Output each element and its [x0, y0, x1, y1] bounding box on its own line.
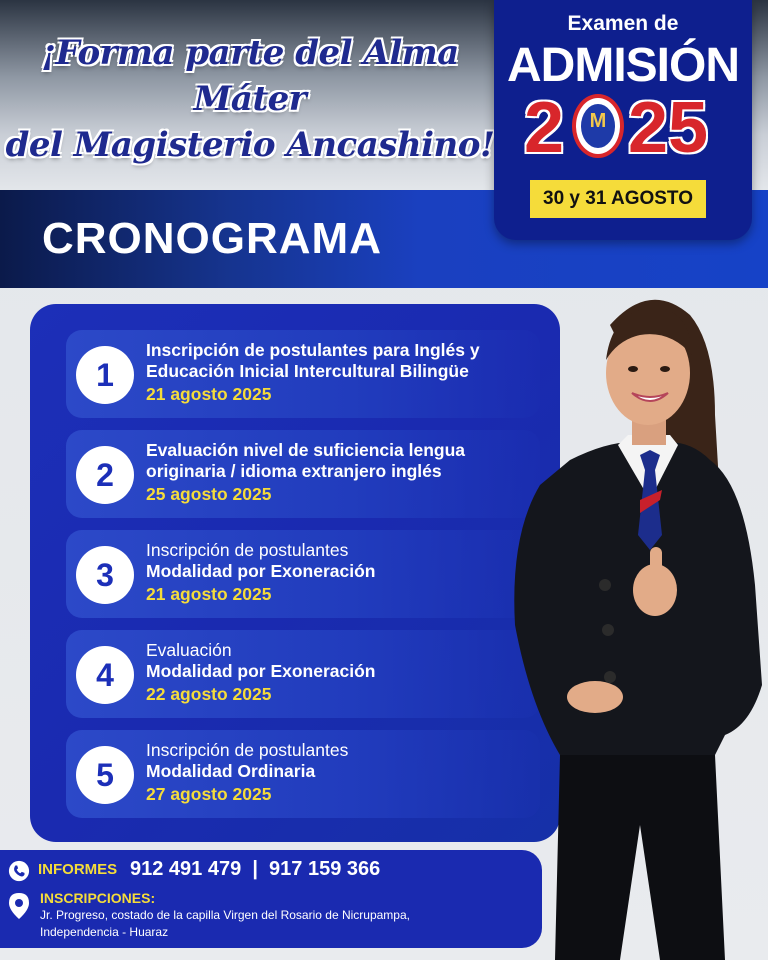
- student-photo: [500, 285, 768, 960]
- institution-seal-icon: [572, 94, 624, 158]
- step-date: 22 agosto 2025: [146, 684, 272, 704]
- step-number: 2: [76, 446, 134, 504]
- informes-label: INFORMES: [38, 861, 118, 878]
- step-number: 4: [76, 646, 134, 704]
- step-title-line-1: Inscripción de postulantes para Inglés y: [146, 340, 480, 360]
- step-title-line-1: Evaluación nivel de suficiencia lengua: [146, 440, 465, 460]
- step-title-line-2: Modalidad por Exoneración: [146, 561, 376, 581]
- step-date: 21 agosto 2025: [146, 584, 272, 604]
- location-pin-icon: [8, 892, 30, 920]
- step-date: 21 agosto 2025: [146, 384, 272, 404]
- schedule-item: [66, 330, 540, 418]
- step-date: 27 agosto 2025: [146, 784, 272, 804]
- exam-dates: 30 y 31 AGOSTO: [530, 180, 706, 218]
- step-title-line-1: Inscripción de postulantes: [146, 540, 349, 560]
- step-title-line-2: Educación Inicial Intercultural Bilingüe: [146, 361, 469, 381]
- slogan-line-2: del Magisterio Ancashino!: [5, 125, 495, 165]
- address: [40, 907, 510, 941]
- inscripciones-label: INSCRIPCIONES:: [40, 890, 156, 906]
- address-line-1: Jr. Progreso, costado de la capilla Virgen del Rosario de Nicrupampa,: [40, 908, 410, 922]
- step-number: 5: [76, 746, 134, 804]
- schedule-item: [66, 630, 540, 718]
- step-title-line-2: Modalidad por Exoneración: [146, 661, 376, 681]
- step-title-line-1: Inscripción de postulantes: [146, 740, 349, 760]
- step-title-line-2: originaria / idioma extranjero inglés: [146, 461, 442, 481]
- exam-badge: [494, 0, 752, 240]
- address-line-2: Independencia - Huaraz: [40, 925, 169, 939]
- step-title-line-1: Evaluación: [146, 640, 232, 660]
- badge-subtitle: Examen de: [567, 12, 679, 35]
- seal-letter: M: [589, 110, 607, 132]
- step-number: 3: [76, 546, 134, 604]
- slogan: [0, 30, 500, 168]
- schedule-item: [66, 430, 540, 518]
- schedule-item: [66, 530, 540, 618]
- schedule-item: [66, 730, 540, 818]
- badge-title: ADMISIÓN: [507, 39, 739, 92]
- step-number: 1: [76, 346, 134, 404]
- step-title-line-2: Modalidad Ordinaria: [146, 761, 316, 781]
- slogan-line-1: ¡Forma parte del Alma Máter: [41, 33, 459, 119]
- phone-numbers[interactable]: 912 491 479 | 917 159 366: [130, 858, 381, 880]
- year-digit-first: 2: [524, 88, 565, 168]
- badge-year: [524, 90, 724, 166]
- year-digits-rest: 25: [628, 88, 709, 168]
- phone-icon: [8, 860, 30, 882]
- section-title: CRONOGRAMA: [42, 214, 382, 263]
- step-date: 25 agosto 2025: [146, 484, 272, 504]
